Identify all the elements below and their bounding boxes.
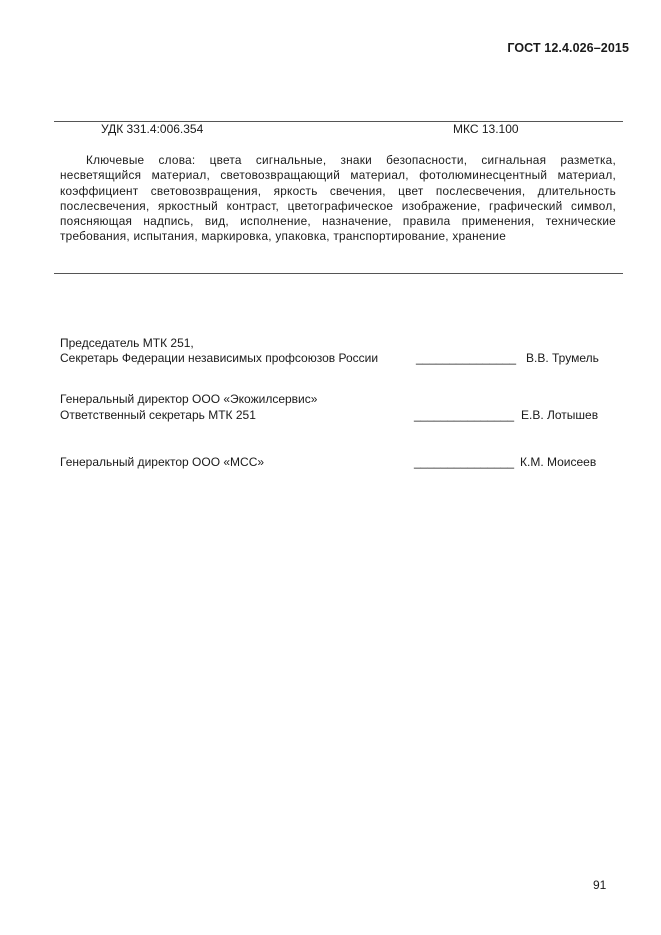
signatory-title: Генеральный директор ООО «Экожилсервис» (60, 392, 318, 406)
bottom-divider (54, 273, 623, 274)
signatory-name: В.В. Трумель (526, 351, 599, 365)
standard-code: ГОСТ 12.4.026–2015 (507, 41, 629, 55)
signatory-name: К.М. Моисеев (520, 455, 597, 469)
keywords-paragraph: Ключевые слова: цвета сигнальные, знаки безопасности, сигнальная разметка, несветящийся материал, световозвращающий материал, фотолюминесцентный материал, коэффициент световозвращения, яркость свечения, цвет послесвечения, длительность послесвечения, яркостный контраст, цветографическое изображение, графический символ, поясняющая надпись, вид, исполнение, назначение, правила применения, технические требования, испытания, маркировка, упаковка, транспортирование, хранение (60, 153, 616, 244)
page-number: 91 (593, 878, 607, 892)
signatory-title: Председатель МТК 251, (60, 336, 194, 350)
signature-blank: _______________ (416, 351, 517, 365)
signatory-title: Секретарь Федерации независимых профсоюзов России (60, 351, 379, 365)
signature-blank: _______________ (414, 408, 515, 422)
signature-blank: _______________ (414, 455, 515, 469)
signatory-name: Е.В. Лотышев (521, 408, 599, 422)
mks-code: МКС 13.100 (453, 122, 519, 136)
signatory-title: Генеральный директор ООО «МСС» (60, 455, 265, 469)
udc-code: УДК 331.4:006.354 (101, 122, 204, 136)
signatory-title: Ответственный секретарь МТК 251 (60, 408, 256, 422)
